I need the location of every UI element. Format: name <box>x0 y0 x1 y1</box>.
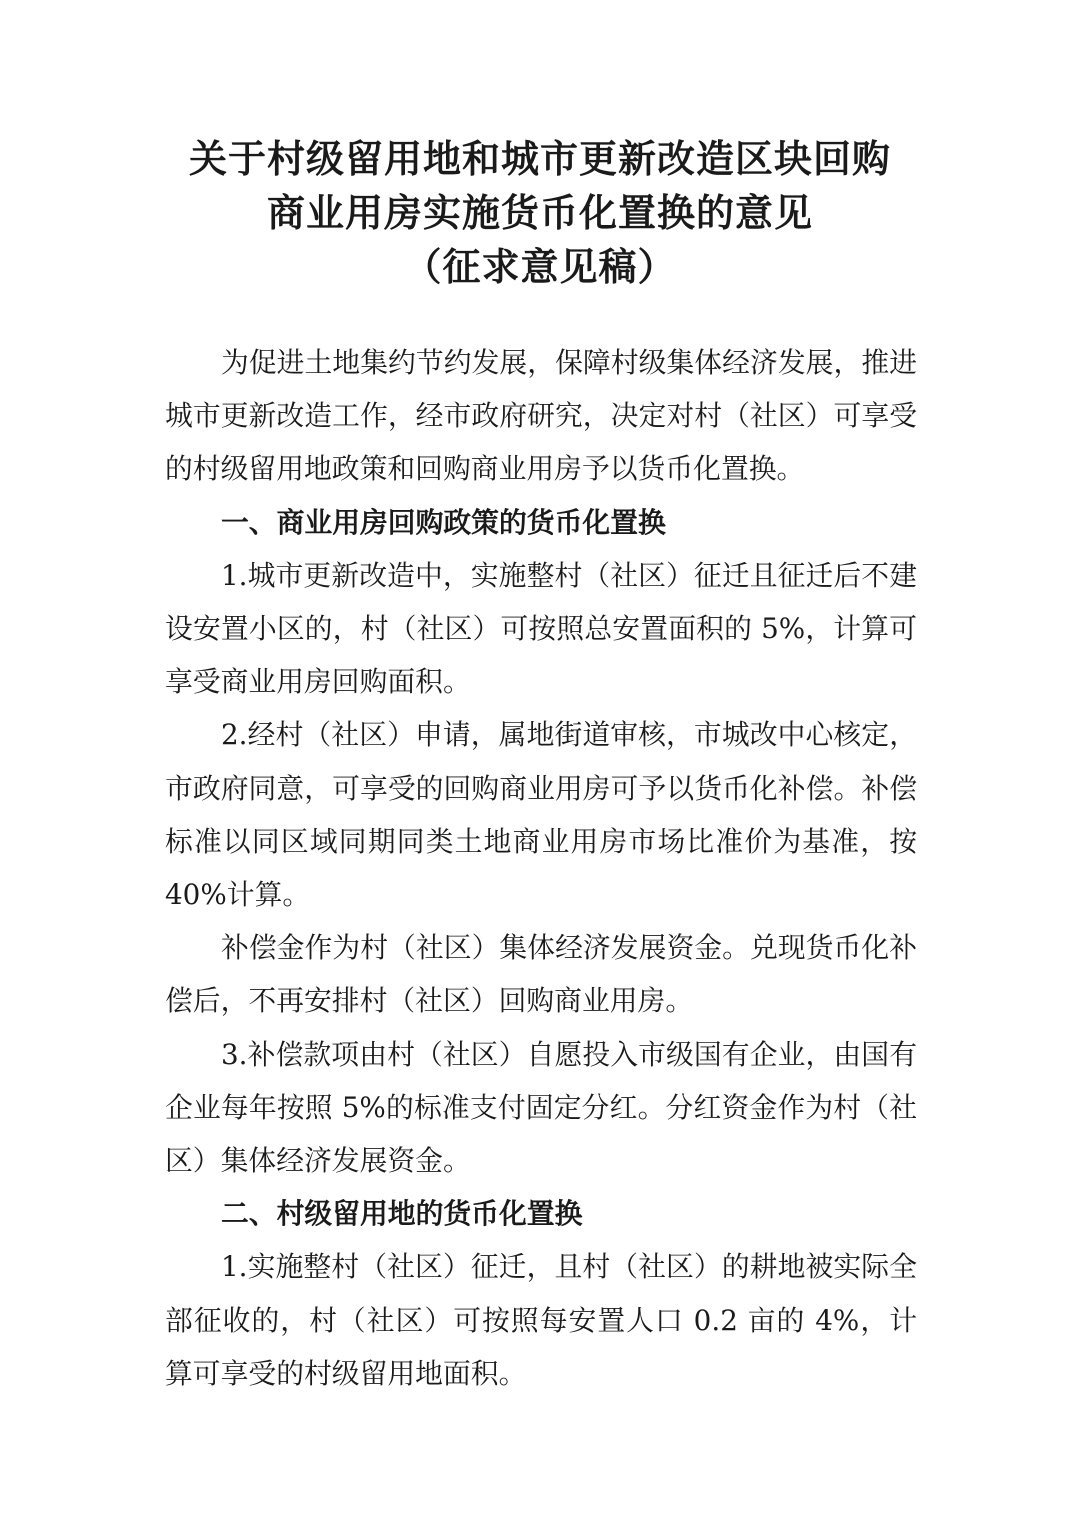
title-line-1: 关于村级留用地和城市更新改造区块回购 <box>188 136 891 181</box>
paragraph-1-1: 1.城市更新改造中，实施整村（社区）征迁且征迁后不建设安置小区的，村（社区）可按照总安置面积的 5%，计算可享受商业用房回购面积。 <box>165 558 917 699</box>
paragraph-1-3: 3.补偿款项由村（社区）自愿投入市级国有企业，由国有企业每年按照 5%的标准支付固定分红。分红资金作为村（社区）集体经济发展资金。 <box>165 1037 917 1178</box>
document-title <box>0 132 1080 294</box>
paragraph-1-2-note: 补偿金作为村（社区）集体经济发展资金。兑现货币化补偿后，不再安排村（社区）回购商业用房。 <box>165 931 917 1018</box>
paragraph-2-1: 1.实施整村（社区）征迁，且村（社区）的耕地被实际全部征收的，村（社区）可按照每安置人口 0.2 亩的 4%，计算可享受的村级留用地面积。 <box>165 1250 917 1390</box>
paragraph-1-2: 2.经村（社区）申请，属地街道审核，市城改中心核定，市政府同意，可享受的回购商业用房可予以货币化补偿。补偿标准以同区域同期同类土地商业用房市场比准价为基准，按 40%计算。 <box>165 718 917 912</box>
intro-paragraph: 为促进土地集约节约发展，保障村级集体经济发展，推进城市更新改造工作，经市政府研究，决定对村（社区）可享受的村级留用地政策和回购商业用房予以货币化置换。 <box>165 346 917 486</box>
title-line-3: （征求意见稿） <box>403 244 677 289</box>
section-heading-2: 二、村级留用地的货币化置换 <box>221 1197 583 1231</box>
section-heading-1: 一、商业用房回购政策的货币化置换 <box>221 505 666 539</box>
document-body <box>165 336 917 1400</box>
title-line-2: 商业用房实施货币化置换的意见 <box>266 190 813 235</box>
